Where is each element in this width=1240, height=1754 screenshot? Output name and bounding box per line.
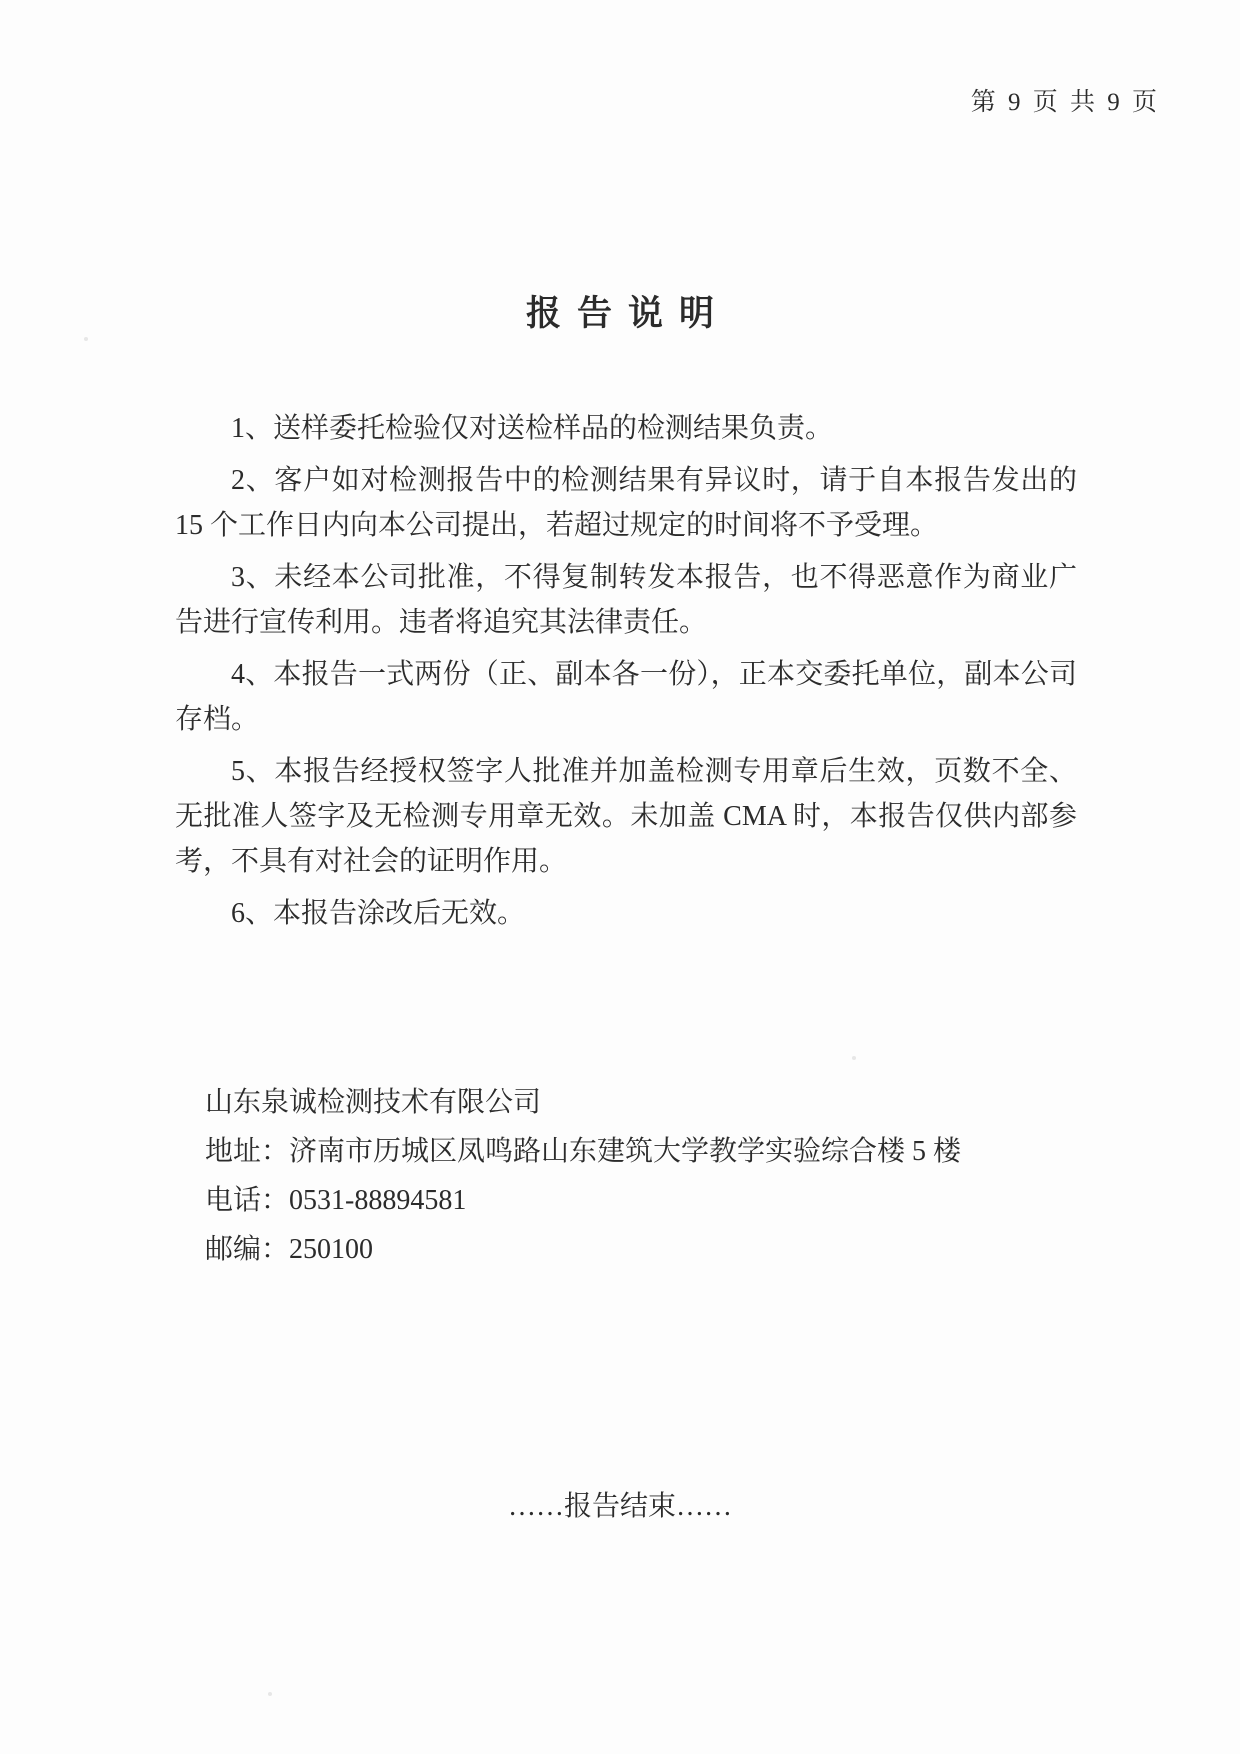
- note-item-2: 2、客户如对检测报告中的检测结果有异议时，请于自本报告发出的 15 个工作日内向本公司提出，若超过规定的时间将不予受理。: [175, 465, 1077, 541]
- scan-speck: [852, 1056, 856, 1060]
- company-name: 山东泉诚检测技术有限公司: [205, 1087, 542, 1118]
- scan-speck: [268, 1692, 272, 1696]
- note-item-3: 3、未经本公司批准，不得复制转发本报告，也不得恶意作为商业广告进行宣传利用。违者将追究其法律责任。: [175, 562, 1077, 638]
- company-phone: 电话：0531-88894581: [205, 1185, 467, 1216]
- page-number: 第 9 页 共 9 页: [970, 89, 1160, 116]
- company-info-block: [205, 1078, 1077, 1274]
- note-item-4: 4、本报告一式两份（正、副本各一份），正本交委托单位，副本公司存档。: [175, 659, 1077, 735]
- note-item-6: 6、本报告涂改后无效。: [231, 898, 526, 929]
- company-address: 地址：济南市历城区凤鸣路山东建筑大学教学实验综合楼 5 楼: [205, 1136, 962, 1167]
- scan-speck: [84, 337, 88, 341]
- report-notes-list: [175, 406, 1077, 943]
- report-end-marker: ……报告结束……: [507, 1491, 732, 1522]
- company-postal-code: 邮编：250100: [205, 1234, 374, 1265]
- page-title: 报告说明: [525, 294, 730, 333]
- note-item-5: 5、本报告经授权签字人批准并加盖检测专用章后生效，页数不全、无批准人签字及无检测专用章无效。未加盖 CMA 时，本报告仅供内部参考，不具有对社会的证明作用。: [175, 756, 1077, 877]
- note-item-1: 1、送样委托检验仅对送检样品的检测结果负责。: [231, 413, 834, 444]
